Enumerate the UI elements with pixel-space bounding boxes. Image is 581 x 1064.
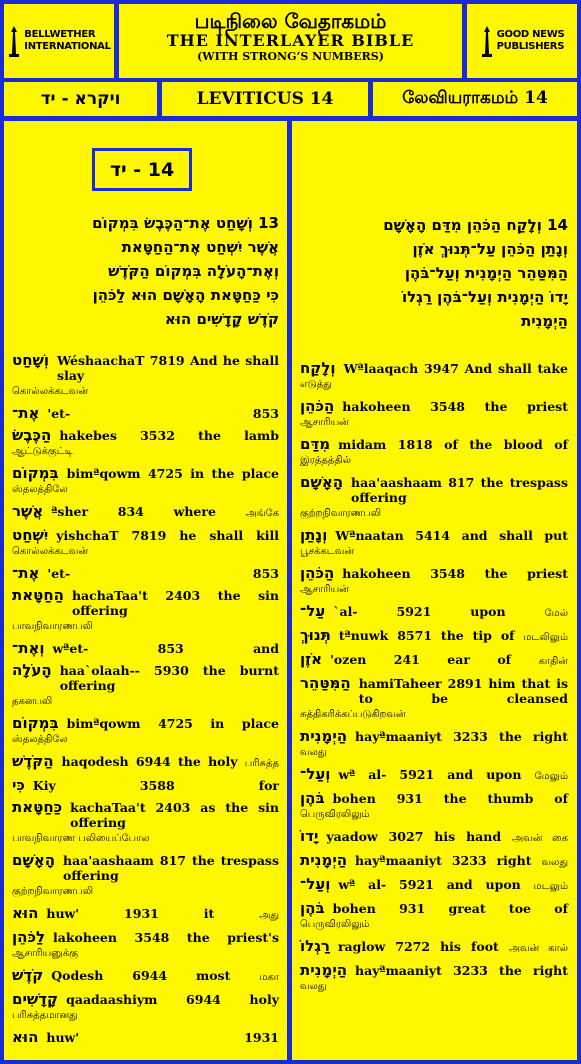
word-entry	[12, 466, 279, 497]
word-entry	[12, 641, 279, 656]
word-entry	[12, 778, 279, 793]
gloss-text: yishchaT 7819 he shall kill	[56, 528, 279, 543]
word-gloss	[339, 628, 568, 645]
tamil-gloss: மகா	[259, 972, 279, 983]
hebrew-word: הָעֹלָה	[12, 661, 52, 679]
tamil-gloss: பரிசுத்த	[244, 758, 279, 769]
hebrew-word: יִשְׁחַט	[12, 526, 49, 544]
tamil-gloss: பெருவிரலிலும்	[300, 919, 370, 930]
gloss-text: hakoheen 3548 the priest	[342, 399, 568, 414]
word-entry	[300, 901, 568, 932]
word-entry	[300, 528, 568, 559]
hebrew-word: הַיְמָנִית	[300, 851, 348, 869]
hebrew-word: בִּמְקוֹם	[12, 714, 59, 732]
tamil-gloss: பெருவிரலிலும்	[300, 809, 370, 820]
word-entry	[12, 716, 279, 747]
tamil-gloss: ஸ்தலத்திலே	[12, 734, 68, 745]
verse-number: 14 - יד	[109, 158, 175, 181]
word-entry	[12, 406, 279, 421]
hebrew-word: אֲשֶׁר	[12, 502, 44, 520]
left-logo-line-1: BELLWETHER	[24, 29, 96, 40]
word-entry	[12, 930, 279, 961]
word-entry	[300, 676, 568, 722]
hebrew-word: אֶת־	[12, 564, 40, 582]
gloss-text: Kiy 3588 for	[32, 778, 279, 793]
tamil-gloss: மடலிலும்	[523, 632, 568, 643]
gloss-text: Wªnaatan 5414 and shall put	[335, 528, 568, 543]
word-gloss	[338, 767, 568, 784]
gloss-text: ªsher 834 where	[51, 504, 216, 519]
gloss-text: hachaTaa't 2403 the sin offering	[71, 588, 279, 618]
word-gloss	[335, 528, 568, 543]
hebrew-word: אֶת־	[12, 404, 40, 422]
hebrew-word: קָדָשִׁים	[12, 990, 59, 1008]
gloss-text: wª al- 5921 and upon	[338, 877, 521, 892]
tamil-gloss: ஆசாரியன்	[300, 584, 349, 595]
verse-line: וְאֶת־הָעֹלָה בִּמְקוֹם הַקֹּדֶשׁ	[108, 262, 279, 280]
bar-hebrew	[4, 82, 157, 116]
word-entry	[300, 437, 568, 468]
word-gloss	[70, 800, 279, 830]
hebrew-word: וְאֶת־	[12, 639, 45, 657]
word-gloss	[355, 729, 568, 744]
word-entry	[300, 566, 568, 597]
gloss-text: Wªlaaqach 3947 And shall take	[343, 361, 568, 376]
hebrew-word: כִּי	[12, 776, 25, 794]
word-gloss	[333, 791, 568, 806]
tamil-gloss: ஆசாரியனுக்கு	[12, 948, 79, 959]
gloss-text: `al- 5921 upon	[333, 604, 506, 619]
word-entry	[12, 853, 279, 899]
word-entry	[12, 353, 279, 399]
hebrew-word: וְלָקַח	[300, 359, 336, 377]
hebrew-word: הָאָשָׁם	[12, 851, 56, 869]
hebrew-word: בִּמְקוֹם	[12, 464, 59, 482]
word-gloss	[47, 406, 279, 421]
word-gloss	[51, 968, 279, 985]
word-gloss	[66, 992, 279, 1007]
word-gloss	[51, 504, 279, 521]
tamil-gloss: அது	[259, 910, 279, 921]
left-word-list	[12, 353, 279, 1052]
hebrew-word: הַקֹּדֶשׁ	[12, 752, 54, 770]
gloss-text: tªnuwk 8571 the tip of	[338, 628, 515, 643]
gloss-text: haa'aashaam 817 the trespass offering	[351, 475, 568, 505]
gloss-text: raglow 7272 his foot	[337, 939, 499, 954]
bar-tamil	[373, 82, 577, 116]
word-gloss	[56, 528, 279, 543]
tamil-gloss: வலது	[300, 981, 327, 992]
verse-line: הַיְמָנִית	[520, 312, 568, 330]
hebrew-word: עַל־	[300, 602, 326, 620]
hebrew-word: וְעַל־	[300, 875, 331, 893]
word-entry	[300, 604, 568, 621]
gloss-text: lakoheen 3548 the priest's	[53, 930, 279, 945]
word-entry	[300, 361, 568, 392]
word-entry	[12, 566, 279, 581]
gloss-text: bohen 931 great toe of	[332, 901, 568, 916]
left-column	[4, 121, 287, 1060]
subtitle: (WITH STRONG’S NUMBERS)	[197, 50, 384, 63]
hebrew-word: הָאָשָׁם	[300, 473, 344, 491]
hebrew-word: הַכֹּהֵן	[300, 564, 335, 582]
left-logo-line-2: INTERNATIONAL	[24, 41, 111, 52]
left-verse-text	[14, 211, 279, 331]
word-gloss	[330, 652, 568, 669]
word-gloss	[351, 475, 568, 505]
lamp-icon	[7, 24, 21, 58]
gloss-text: wª al- 5921 and upon	[338, 767, 522, 782]
word-entry	[12, 528, 279, 559]
tamil-gloss: கொல்லக்கடவன்	[12, 546, 89, 557]
bar-english	[162, 82, 368, 116]
word-gloss	[33, 778, 279, 793]
verse-line: הַמִּטַּהֵר הַיְמָנִית וְעַל־בֹּהֶן	[404, 264, 568, 282]
gloss-text: yaadow 3027 his hand	[326, 829, 502, 844]
word-entry	[12, 754, 279, 771]
gloss-text: wªet- 853 and	[52, 641, 279, 656]
word-entry	[300, 829, 568, 846]
gloss-text: bohen 931 the thumb of	[332, 791, 568, 806]
right-logo-line-1: GOOD NEWS	[496, 29, 565, 40]
word-entry	[12, 800, 279, 846]
tamil-gloss: வலது	[541, 857, 568, 868]
verse-line: 13 וְשָׁחַט אֶת־הַכֶּבֶשׂ בִּמְקוֹם	[92, 214, 279, 232]
gloss-text: haa'aashaam 817 the trespass offering	[63, 853, 279, 883]
tamil-gloss: மேல்	[544, 608, 568, 619]
word-entry	[12, 906, 279, 923]
hebrew-word: קֹדֶשׁ	[12, 966, 44, 984]
gloss-text: midam 1818 of the blood of	[338, 437, 568, 452]
word-gloss	[355, 963, 568, 978]
tamil-gloss: வலது	[300, 747, 327, 758]
word-gloss	[338, 437, 568, 452]
word-entry	[12, 1030, 279, 1045]
good-news-logo	[467, 4, 577, 78]
word-entry	[300, 767, 568, 784]
word-entry	[12, 992, 279, 1023]
word-gloss	[333, 901, 568, 916]
verse-line: וְנָתַן הַכֹּהֵן עַל־תְּנוּךְ אֹזֶן	[412, 240, 568, 258]
hebrew-word: לַכֹּהֵן	[12, 928, 46, 946]
word-entry	[300, 963, 568, 994]
word-gloss	[359, 676, 568, 706]
lamp-icon	[480, 24, 494, 58]
word-entry	[12, 428, 279, 459]
book-hebrew: ויקרא - יד	[40, 89, 121, 109]
right-column	[292, 121, 577, 1060]
word-entry	[300, 729, 568, 760]
tamil-gloss: மேலும்	[534, 771, 568, 782]
word-entry	[300, 652, 568, 669]
word-gloss	[72, 588, 279, 618]
word-gloss	[46, 906, 279, 923]
word-entry	[12, 968, 279, 985]
word-gloss	[333, 604, 568, 621]
gloss-text: 'et- 853	[47, 566, 279, 581]
hebrew-word: הַכֹּהֵן	[300, 397, 335, 415]
verse-line: 14 וְלָקַח הַכֹּהֵן מִדַּם הָאָשָׁם	[383, 216, 568, 234]
gloss-text: qaadaashiym 6944 holy	[66, 992, 279, 1007]
gloss-text: Qodesh 6944 most	[51, 968, 231, 983]
right-verse-text	[302, 213, 568, 333]
word-entry	[300, 853, 568, 870]
tamil-gloss: தகனபலி	[12, 696, 53, 707]
tamil-gloss: குற்றநிவாரணபலி	[300, 508, 382, 519]
hebrew-word: הַיְמָנִית	[300, 727, 348, 745]
word-gloss	[342, 399, 568, 414]
verse-line: אֲשֶׁר יִשְׁחַט אֶת־הַחַטָּאת	[121, 238, 279, 256]
word-entry	[300, 877, 568, 894]
gloss-text: kachaTaa't 2403 as the sin offering	[70, 800, 279, 830]
tamil-gloss: கொல்லக்கடவன்	[12, 386, 89, 397]
tamil-gloss: பரிசுத்தமானது	[12, 1010, 78, 1021]
hebrew-word: תְּנוּךְ	[300, 626, 331, 644]
tamil-gloss: பாவநிவாரணபலி	[12, 621, 93, 632]
tamil-gloss: ஸ்தலத்திலே	[12, 484, 68, 495]
gloss-text: 'ozen 241 ear of	[330, 652, 512, 667]
word-gloss	[63, 853, 279, 883]
verse-line: יָדוֹ הַיְמָנִית וְעַל־בֹּהֶן רַגְלוֹ	[401, 288, 568, 306]
word-entry	[300, 628, 568, 645]
word-entry	[12, 588, 279, 634]
gloss-text: huw' 1931 it	[46, 906, 215, 921]
word-gloss	[344, 361, 568, 376]
hebrew-word: בֹּהֶן	[300, 899, 325, 917]
word-entry	[12, 504, 279, 521]
tamil-gloss: எடுத்து	[300, 379, 332, 390]
gloss-text: hamiTaheer 2891 him that is to be cleansed	[358, 676, 568, 706]
verse-line: קֹדֶשׁ קָדָשִׁים הוּא	[164, 310, 279, 328]
hebrew-word: וְנָתַן	[300, 526, 328, 544]
tamil-gloss: மடலும்	[533, 881, 568, 892]
verse-line: כִּי כַּחַטָּאת הָאָשָׁם הוּא לַכֹּהֵן	[92, 286, 279, 304]
tamil-gloss: சுத்திகரிக்கப்படுகிறவன்	[300, 709, 406, 720]
title-english: THE INTERLAYER BIBLE	[166, 31, 415, 50]
right-word-list	[300, 361, 568, 1001]
gloss-text: haqodesh 6944 the holy	[61, 754, 238, 769]
gloss-text: hakebes 3532 the lamb	[59, 428, 279, 443]
tamil-gloss: குற்றநிவாரணபலி	[12, 886, 94, 897]
hebrew-word: הַמִּטַּהֵר	[300, 674, 351, 692]
word-gloss	[53, 641, 279, 656]
word-gloss	[53, 930, 279, 945]
bellwether-logo	[4, 4, 114, 78]
word-gloss	[59, 428, 279, 443]
hebrew-word: הוּא	[12, 1028, 39, 1046]
gloss-text: bimªqowm 4725 in place	[66, 716, 279, 731]
word-gloss	[57, 353, 279, 383]
book-english: LEVITICUS 14	[196, 89, 334, 109]
word-gloss	[67, 466, 279, 481]
gloss-text: hayªmaaniyt 3233 the right	[355, 729, 568, 744]
gloss-text: 'et- 853	[47, 406, 279, 421]
hebrew-word: רַגְלוֹ	[300, 937, 330, 955]
header-title-block	[119, 4, 462, 78]
hebrew-word: כַּחַטָּאת	[12, 798, 63, 816]
word-gloss	[67, 716, 279, 731]
tamil-gloss: பூசக்கடவன்	[300, 546, 355, 557]
hebrew-word: מִדַּם	[300, 435, 331, 453]
tamil-gloss: இரத்தத்தில்	[300, 455, 351, 466]
right-logo-line-2: PUBLISHERS	[496, 41, 565, 52]
gloss-text: bimªqowm 4725 in the place	[66, 466, 279, 481]
gloss-text: hakoheen 3548 the priest	[342, 566, 568, 581]
gloss-text: haa`olaah-- 5930 the burnt offering	[59, 663, 279, 693]
gloss-text: WéshaachaT 7819 And he shall slay	[57, 353, 279, 383]
word-entry	[300, 475, 568, 521]
tamil-gloss: அவன் கால்	[508, 943, 568, 954]
tamil-gloss: பாவநிவாரண பலியைப்போல	[12, 833, 150, 844]
tamil-gloss: அவன் கை	[512, 833, 569, 844]
word-gloss	[338, 877, 568, 894]
hebrew-word: הַיְמָנִית	[300, 961, 348, 979]
word-entry	[300, 399, 568, 430]
gloss-text: hayªmaaniyt 3233 right	[355, 853, 532, 868]
word-entry	[300, 939, 568, 956]
word-gloss	[46, 1030, 279, 1045]
word-gloss	[47, 566, 279, 581]
hebrew-word: בֹּהֶן	[300, 789, 325, 807]
tamil-gloss: ஆசாரியன்	[300, 417, 349, 428]
hebrew-word: הוּא	[12, 904, 39, 922]
verse-number-box	[92, 148, 192, 191]
word-gloss	[338, 939, 568, 956]
word-gloss	[355, 853, 568, 870]
title-tamil: படிநிலை வேதாகமம்	[194, 9, 387, 33]
gloss-text: hayªmaaniyt 3233 the right	[355, 963, 568, 978]
word-gloss	[326, 829, 568, 846]
word-entry	[300, 791, 568, 822]
hebrew-word: הַכֶּבֶשׂ	[12, 426, 52, 444]
tamil-gloss: காதின்	[538, 656, 568, 667]
tamil-gloss: ஆட்டுக்குட்டி	[12, 446, 73, 457]
hebrew-word: וְשָׁחַט	[12, 351, 50, 369]
hebrew-word: הַחַטָּאת	[12, 586, 64, 604]
hebrew-word: יָדוֹ	[300, 827, 319, 845]
word-gloss	[342, 566, 568, 581]
hebrew-word: וְעַל־	[300, 765, 331, 783]
word-gloss	[60, 663, 279, 693]
word-entry	[12, 663, 279, 709]
tamil-gloss: அங்கே	[245, 508, 279, 519]
word-gloss	[62, 754, 279, 771]
gloss-text: huw' 1931	[46, 1030, 279, 1045]
hebrew-word: אֹזֶן	[300, 650, 323, 668]
book-tamil: லேவியராகமம் 14	[402, 88, 548, 108]
